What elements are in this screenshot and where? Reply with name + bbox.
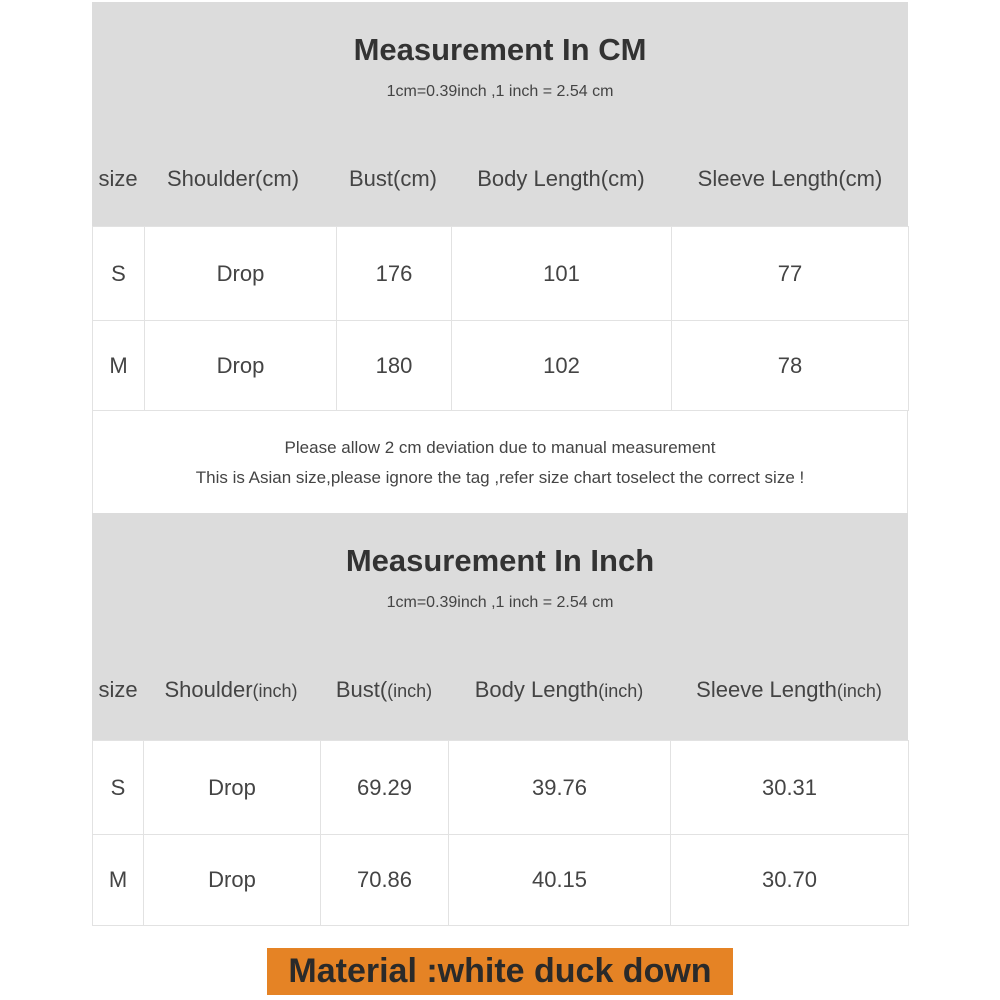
table-row (93, 741, 909, 835)
cell-bust: 176 (337, 227, 452, 321)
header-unit: (inch) (598, 681, 644, 701)
cell-size: S (93, 227, 145, 321)
note-asian-size: This is Asian size,please ignore the tag ,refer size chart toselect the correct size ! (195, 468, 805, 487)
col-header-bust: Bust(cm) (349, 166, 437, 191)
cm-title: Measurement In CM (353, 32, 647, 67)
cell-shoulder: Drop (145, 227, 337, 321)
cell-size: M (93, 835, 144, 926)
col-header-shoulder (164, 677, 297, 703)
header-label: Body Length (474, 677, 599, 702)
cell-sleeve-length: 77 (672, 227, 909, 321)
header-unit: (inch) (836, 681, 882, 701)
cell-size: S (93, 741, 144, 835)
cell-sleeve-length: 78 (672, 321, 909, 411)
col-header-sleeve-length (696, 677, 882, 703)
table-row (93, 835, 909, 926)
cell-bust: 69.29 (321, 741, 449, 835)
table-row (93, 321, 909, 411)
cm-table (92, 226, 909, 411)
col-header-sleeve-length: Sleeve Length(cm) (697, 166, 883, 191)
header-label: Bust( (335, 677, 388, 702)
cell-sleeve-length: 30.31 (671, 741, 909, 835)
inch-table (92, 740, 909, 926)
header-unit: (inch) (252, 681, 298, 701)
inch-header-block (92, 513, 908, 740)
cell-shoulder: Drop (145, 321, 337, 411)
header-label: Sleeve Length (696, 677, 837, 702)
cell-bust: 70.86 (321, 835, 449, 926)
col-header-body-length: Body Length(cm) (477, 166, 645, 191)
cell-body-length: 101 (452, 227, 672, 321)
inch-title: Measurement In Inch (345, 543, 655, 578)
table-row (93, 227, 909, 321)
inch-conversion: 1cm=0.39inch ,1 inch = 2.54 cm (386, 594, 614, 611)
cell-sleeve-length: 30.70 (671, 835, 909, 926)
notes-block (92, 410, 908, 513)
col-header-shoulder: Shoulder(cm) (166, 166, 300, 191)
note-deviation: Please allow 2 cm deviation due to manual measurement (284, 438, 716, 457)
cell-body-length: 39.76 (449, 741, 671, 835)
cell-body-length: 102 (452, 321, 672, 411)
header-unit: (inch) (387, 681, 433, 701)
cm-conversion: 1cm=0.39inch ,1 inch = 2.54 cm (386, 83, 614, 100)
header-label: size (98, 677, 138, 702)
cell-bust: 180 (337, 321, 452, 411)
cell-body-length: 40.15 (449, 835, 671, 926)
col-header-body-length (475, 677, 644, 703)
material-label: Material :white duck down (267, 948, 733, 995)
cell-shoulder: Drop (144, 741, 321, 835)
header-label: Shoulder (164, 677, 253, 702)
cell-size: M (93, 321, 145, 411)
col-header-size (98, 677, 137, 703)
cell-shoulder: Drop (144, 835, 321, 926)
cm-header-block (92, 2, 908, 226)
col-header-bust (336, 677, 432, 703)
col-header-size: size (98, 166, 138, 191)
